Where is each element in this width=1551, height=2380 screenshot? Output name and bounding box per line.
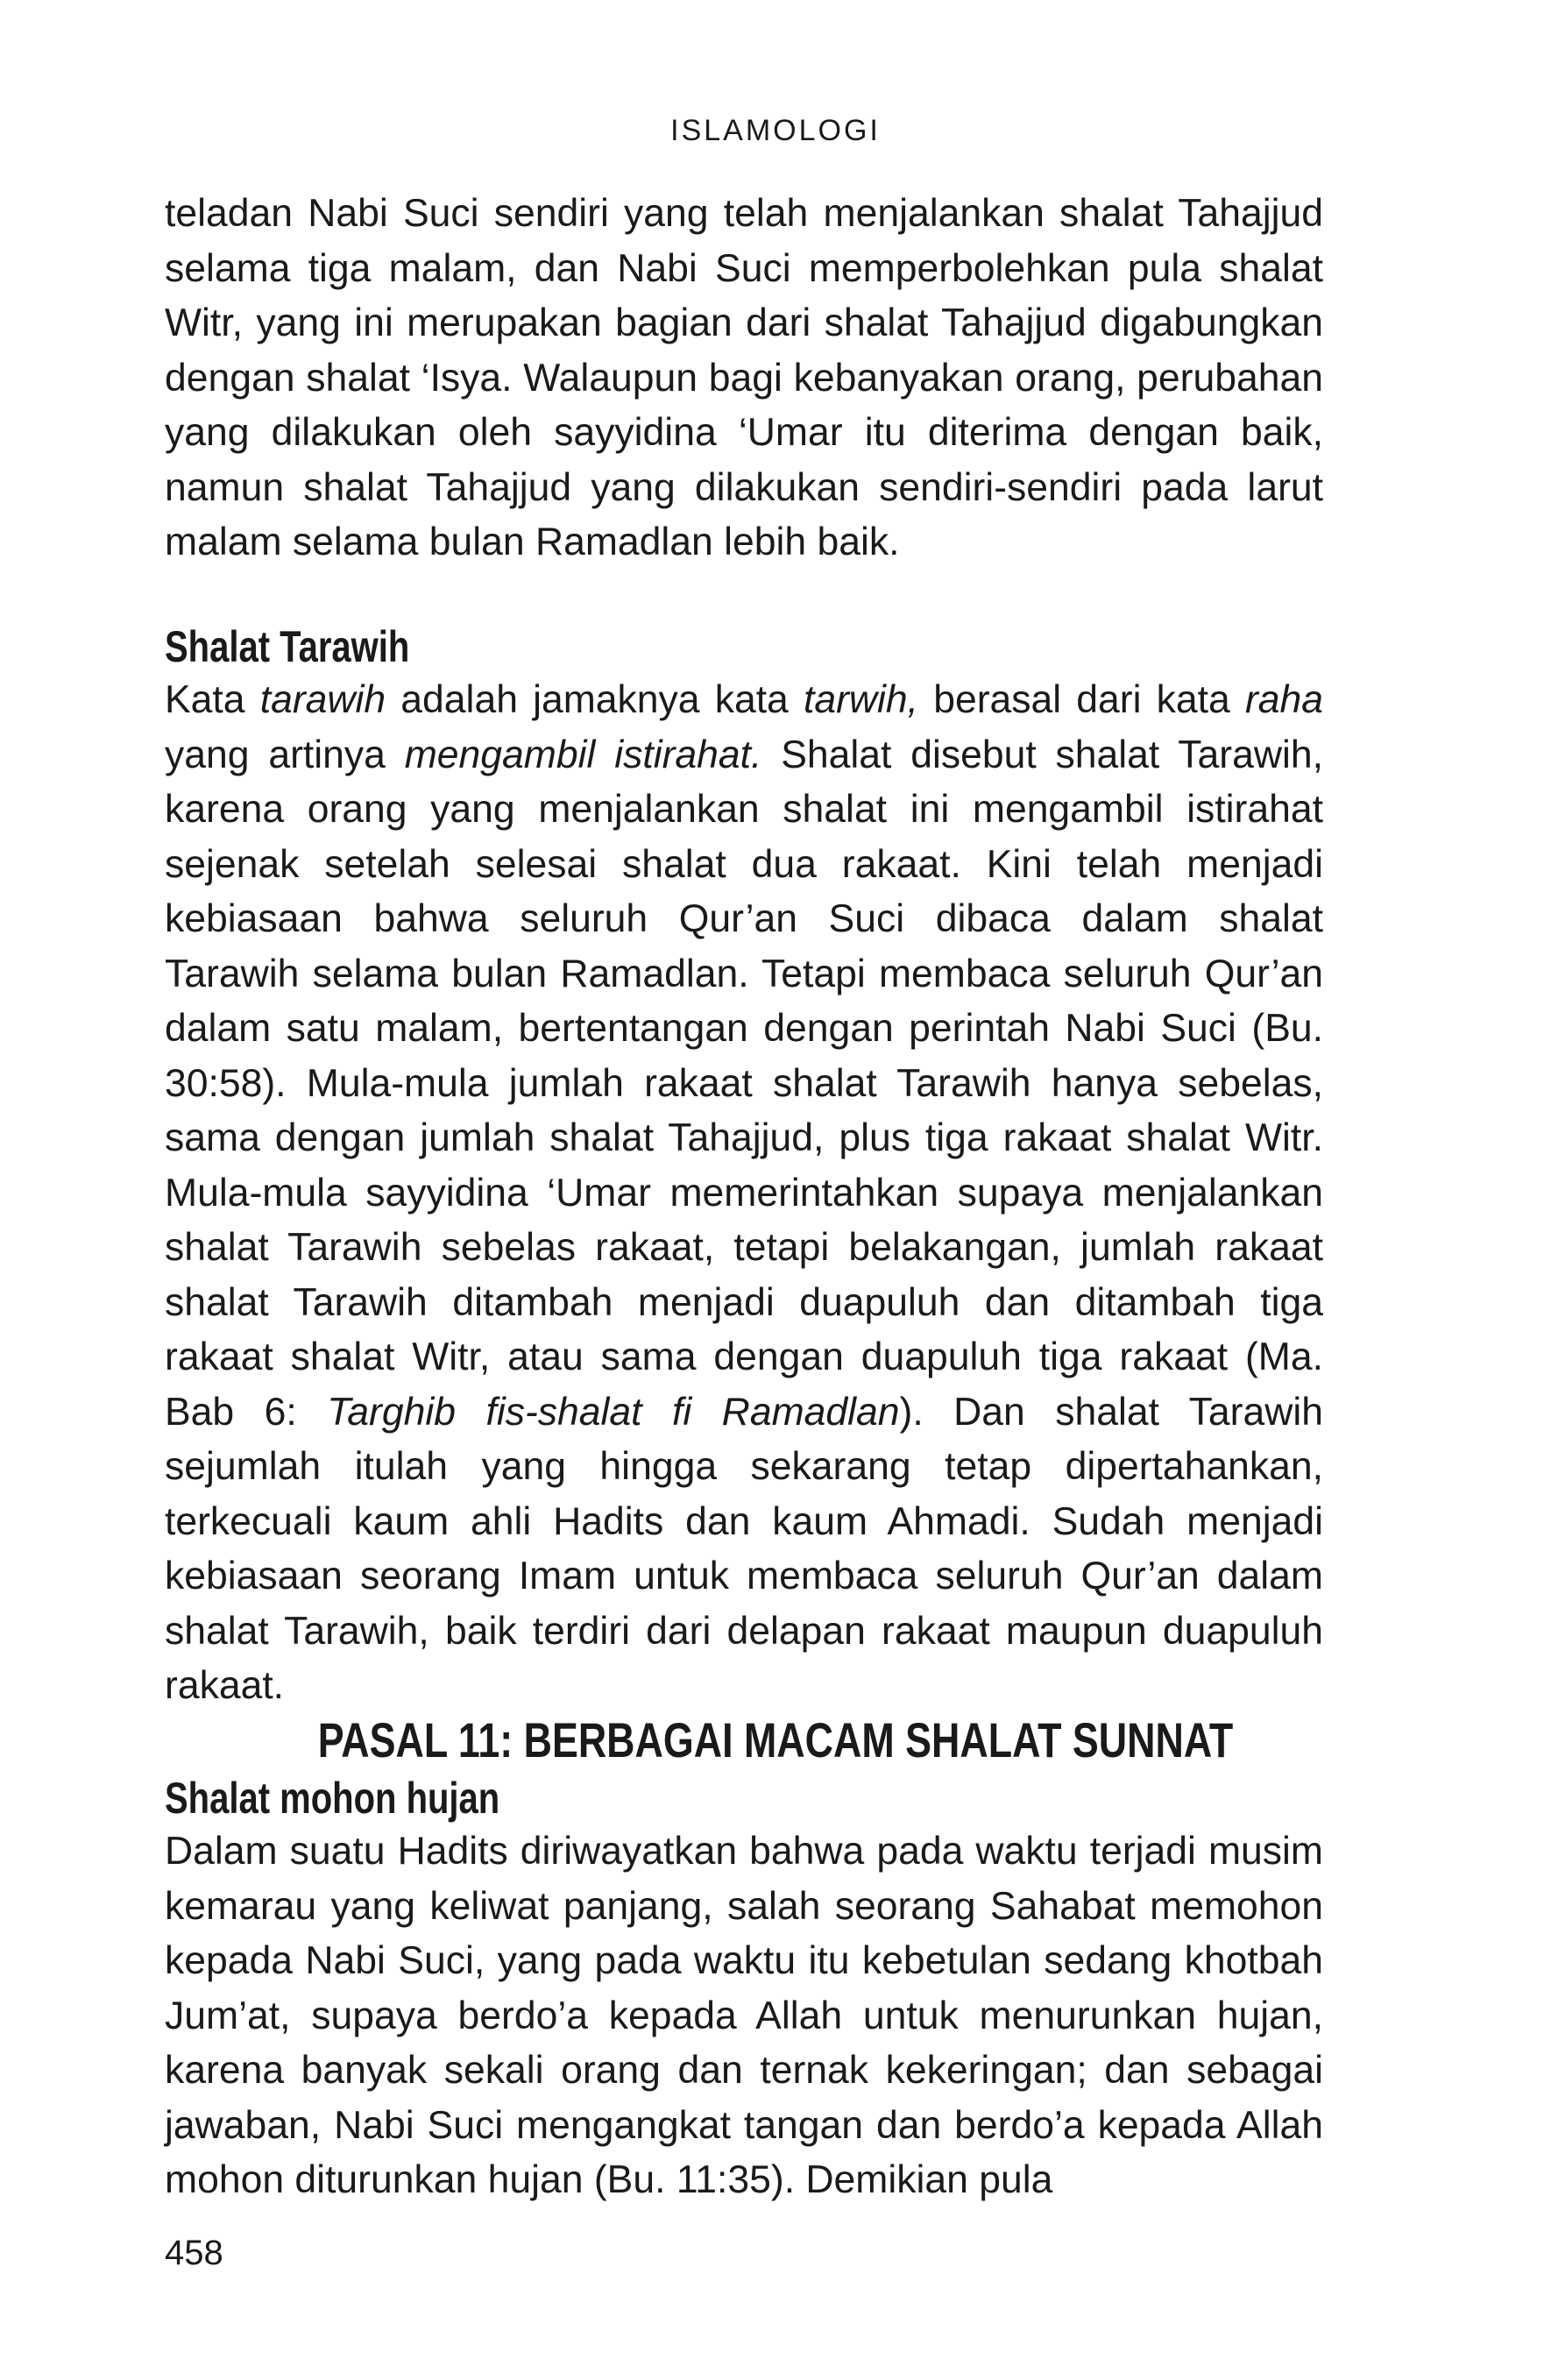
- tarawih-italic-3: raha: [1244, 678, 1324, 721]
- section-shalat-tarawih: [165, 620, 1323, 1714]
- tarawih-text-2: adalah jamaknya kata: [386, 678, 804, 721]
- tarawih-paragraph: [165, 673, 1323, 1714]
- tarawih-text-1: Kata: [165, 678, 260, 721]
- tarawih-italic-2: tarwih,: [803, 678, 919, 721]
- page-number: 458: [165, 2234, 223, 2272]
- intro-paragraph: teladan Nabi Suci sendiri yang telah menjalankan shalat Tahajjud selama tiga malam, dan Nabi Suci memperbolehkan pula shalat Witr, yang ini merupakan bagian dari shalat Tahajjud digabungkan dengan shalat ‘Isya. Walaupun bagi kebanyakan orang, perubahan yang dilakukan oleh sayyidina ‘Umar itu diterima dengan baik, namun shalat Tahajjud yang dilakukan sendiri-sendiri pada larut malam selama bulan Ramadlan lebih baik.: [165, 192, 1323, 563]
- chapter-title: PASAL 11: BERBAGAI MACAM SHALAT SUNNAT: [317, 1712, 1234, 1767]
- tarawih-text-3: berasal dari kata: [918, 678, 1245, 721]
- section-shalat-mohon-hujan: [165, 1772, 1323, 2208]
- section-heading-hujan: Shalat mohon hujan: [165, 1774, 500, 1823]
- tarawih-text-6: ). Dan shalat Tarawih sejumlah itulah yang hingga sekarang tetap dipertahankan, terkecuali kaum ahli Hadits dan kaum Ahmadi. Sudah menjadi kebiasaan seorang Imam untuk membaca seluruh Qur’an dalam shalat Tarawih, baik terdiri dari delapan rakaat maupun duapuluh rakaat.: [165, 1390, 1323, 1707]
- section-heading-tarawih: Shalat Tarawih: [165, 622, 410, 671]
- tarawih-text-5: Shalat disebut shalat Tarawih, karena orang yang menjalankan shalat ini mengambil istirahat sejenak setelah selesai shalat dua rakaat. Kini telah menjadi kebiasaan bahwa seluruh Qur’an Suci dibaca dalam shalat Tarawih selama bulan Ramadlan. Tetapi membaca seluruh Qur’an dalam satu malam, bertentangan dengan perintah Nabi Suci (Bu. 30:58). Mula-mula jumlah rakaat shalat Tarawih hanya sebelas, sama dengan jumlah shalat Tahajjud, plus tiga rakaat shalat Witr. Mula-mula sayyidina ‘Umar memerintahkan supaya menjalankan shalat Tarawih sebelas rakaat, tetapi belakangan, jumlah rakaat shalat Tarawih ditambah menjadi duapuluh dan ditambah tiga rakaat shalat Witr, atau sama dengan duapuluh tiga rakaat (Ma. Bab 6:: [165, 733, 1324, 1434]
- running-head: ISLAMOLOGI: [670, 114, 881, 147]
- hujan-paragraph: Dalam suatu Hadits diriwayatkan bahwa pada waktu terjadi musim kemarau yang keliwat panjang, salah seorang Sahabat memohon kepada Nabi Suci, yang pada waktu itu kebetulan sedang khotbah Jum’at, supaya berdo’a kepada Allah untuk menurunkan hujan, karena banyak sekali orang dan ternak kekeringan; dan sebagai jawaban, Nabi Suci mengangkat tangan dan berdo’a kepada Allah mohon diturunkan hujan (Bu. 11:35). Demikian pula: [165, 1830, 1323, 2201]
- tarawih-italic-1: tarawih: [259, 678, 386, 721]
- tarawih-text-4: yang artinya: [165, 733, 405, 776]
- tarawih-italic-4: mengambil istirahat.: [404, 733, 762, 776]
- tarawih-italic-5: Targhib fis-shalat fi Ramadlan: [327, 1390, 900, 1434]
